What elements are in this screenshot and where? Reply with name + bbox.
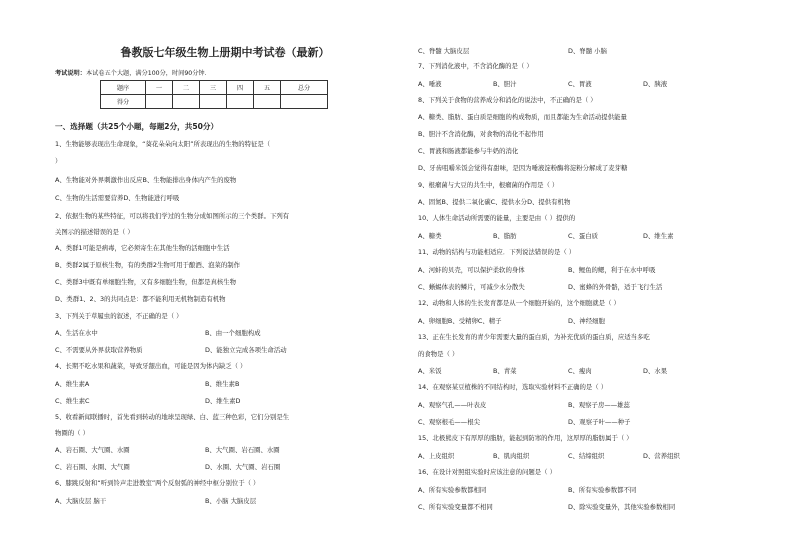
option-a: A、大脑皮层 脑干 [55,497,107,505]
score-cell [254,95,281,109]
option-d: D、蜜蜂的外骨骼，适于飞行生活 [568,283,663,291]
option-c: C、脊髓 大脑皮层 [418,47,470,55]
score-header-cell: 三 [200,81,227,95]
option-d: D、水圈、大气圈、岩石圈 [205,463,281,471]
exam-note [55,68,211,77]
question-line: 14、在观察某豆植株的不同结构时，选取实验材料不正确的是（ ） [418,383,608,391]
question-line: 15、北极熊皮下有厚厚的脂肪，能起到防寒的作用，这厚厚的脂肪属于（ ） [418,434,633,442]
option-d: D、水果 [643,367,668,375]
question-line: 的食物是（ ） [418,350,459,358]
question-line: 4、长期不吃水果和蔬菜，导致牙龈出血，可能是因为体内缺乏（ ） [55,362,247,370]
question-line: 11、动物的结构与功能相适应．下列说法错误的是（ ） [418,248,576,256]
option-a: A、维生素A [55,380,90,388]
score-header-cell: 题序 [101,81,146,95]
option-d: D、营养组织 [643,452,680,460]
option-b: B、维生素B [205,380,240,388]
section-heading: 一、选择题（共25个小题，每题2分，共50分） [55,122,219,131]
option-a: A、观察气孔——叶表皮 [418,401,487,409]
option-a: A、生活在水中 [55,329,98,337]
question-line: 9、根瘤菌与大豆的共生中，根瘤菌的作用是（ ） [418,181,559,189]
option-d: D、维生素D [205,397,241,405]
option-line: B、胆汁不含消化酶，对食物的消化不起作用 [418,130,544,138]
option-c: C、胃液 [568,80,592,88]
option-b: B、鲤鱼的鳃，利于在水中呼吸 [568,266,656,274]
option-a: A、所有实验参数都相同 [418,486,487,494]
option-c: C、维生素C [55,397,90,405]
option-line: A、固氮B、提供二氧化碳C、提供水分D、提供有机物 [418,198,571,206]
question-line: 7、下列消化液中，不含消化酶的是（ ） [418,62,533,70]
score-table [100,80,328,109]
option-c: C、蛋白质 [568,232,599,240]
option-b: B、观察子房——雄蕊 [568,401,630,409]
option-line: D、牙齿咀嚼米饭会觉得有甜味，是因为唾液淀粉酶将淀粉分解成了麦芽糖 [418,164,628,172]
option-a: A、唾液 [418,80,442,88]
score-cell [146,95,173,109]
question-line: 13、正在生长发育的青少年需要大量的蛋白质，为补充优质的蛋白质，应适当多吃 [418,333,650,341]
option-line: C、类群3中既有单细胞生物，又有多细胞生物，但都是真核生物 [55,278,237,286]
option-c: C、所有实验变量都不相同 [418,503,493,511]
score-header-cell: 五 [254,81,281,95]
option-line: C、生物的生活需要营养D、生物能进行呼吸 [55,194,180,202]
option-c: C、结缔组织 [568,452,605,460]
question-line: 16、在设计对照组实验时应该注意的问题是（ ） [418,468,556,476]
score-cell [173,95,200,109]
option-a: A、米饭 [418,367,442,375]
score-header-row [101,81,328,95]
option-line: C、胃液和肠液都能参与牛奶的消化 [418,147,519,155]
question-line: 3、下列关于草履虫的叙述，不正确的是（ ） [55,312,183,320]
option-abc: A、卵细胞B、受精卵C、精子 [418,317,502,325]
score-row [101,95,328,109]
score-cell [281,95,328,109]
option-a: A、上皮组织 [418,452,455,460]
question-line: 6、膝跳反射和“听到铃声走进教室”两个反射弧的神经中枢分别位于（ ） [55,479,260,487]
question-line: 关图示的描述错误的是（ ） [55,228,134,236]
question-line: 1、生物能够表现出生命现象，“葵花朵朵向太阳”所表现出的生物的特征是（ [55,140,271,148]
score-header-cell: 总分 [281,81,328,95]
question-line: 12、动物和人体的生长发育都是从一个细胞开始的，这个细胞就是（ ） [418,299,620,307]
option-c: C、瘦肉 [568,367,592,375]
score-row-label: 得分 [101,95,146,109]
option-a: A、糖类 [418,232,442,240]
note-label: 考试说明： [55,70,86,77]
option-b: B、大气圈、岩石圈、水圈 [205,446,280,454]
option-d: D、能独立完成各项生命活动 [205,346,287,354]
option-b: B、青菜 [493,367,517,375]
option-line: A、类群1可能是病毒，它必须寄生在其他生物的活细胞中生活 [55,244,230,252]
option-b: B、小脑 大脑皮层 [205,497,257,505]
option-a: A、河蚌的贝壳，可以保护柔软的身体 [418,266,525,274]
option-b: B、脂肪 [493,232,517,240]
question-line: 8、下列关于食物的营养成分和消化的说法中，不正确的是（ ） [418,96,597,104]
question-line: ） [55,157,62,165]
option-c: C、不需要从外界获取营养物质 [55,346,143,354]
option-d: D、维生素 [643,232,674,240]
option-line: D、类群1、2、3的共同点是：都不能利用无机物制造有机物 [55,295,226,303]
option-b: B、由一个细胞构成 [205,329,261,337]
option-b: B、所有实验参数都不同 [568,486,637,494]
option-c: C、岩石圈、水圈、大气圈 [55,463,130,471]
option-line: B、类群2属于原核生物，有的类群2生物可用于酿酒、泡菜的制作 [55,261,241,269]
score-header-cell: 一 [146,81,173,95]
question-line: 5、收看新闻联播时，首先看到转动的地球呈现绿、白、蓝三种色彩，它们分别是生 [55,413,290,421]
option-c: C、蜥蜴体表的鳞片，可减少水分散失 [418,283,525,291]
note-text: 本试卷五个大题，满分100分，时间90分钟． [85,70,211,77]
score-header-cell: 二 [173,81,200,95]
question-line: 2、依据生物的某些特征，可以将我们学过的生物分成如图所示的三个类群。下列有 [55,212,290,220]
option-d: D、脊髓 小脑 [568,47,607,55]
question-line: 物圈的（ ） [55,429,89,437]
option-b: B、肌肉组织 [493,452,530,460]
option-line: A、糖类、脂肪、蛋白质是细胞的构成物质，而且都能为生命活动提供能量 [418,113,627,121]
score-header-cell: 四 [227,81,254,95]
option-line: A、生物能对外界刺激作出反应B、生物能排出身体内产生的废物 [55,176,237,184]
option-d: D、神经细胞 [568,317,605,325]
score-cell [227,95,254,109]
option-d: D、除实验变量外，其他实验参数相同 [568,503,676,511]
option-b: B、胆汁 [493,80,517,88]
option-d: D、观察子叶——种子 [568,418,631,426]
score-cell [200,95,227,109]
question-line: 10、人体生命活动所需要的能量，主要是由（ ）提供的 [418,214,576,222]
option-c: C、观察根毛——根尖 [418,418,480,426]
option-a: A、岩石圈、大气圈、水圈 [55,446,130,454]
exam-title: 鲁教版七年级生物上册期中考试卷（最新） [120,46,330,59]
option-d: D、胰液 [643,80,668,88]
